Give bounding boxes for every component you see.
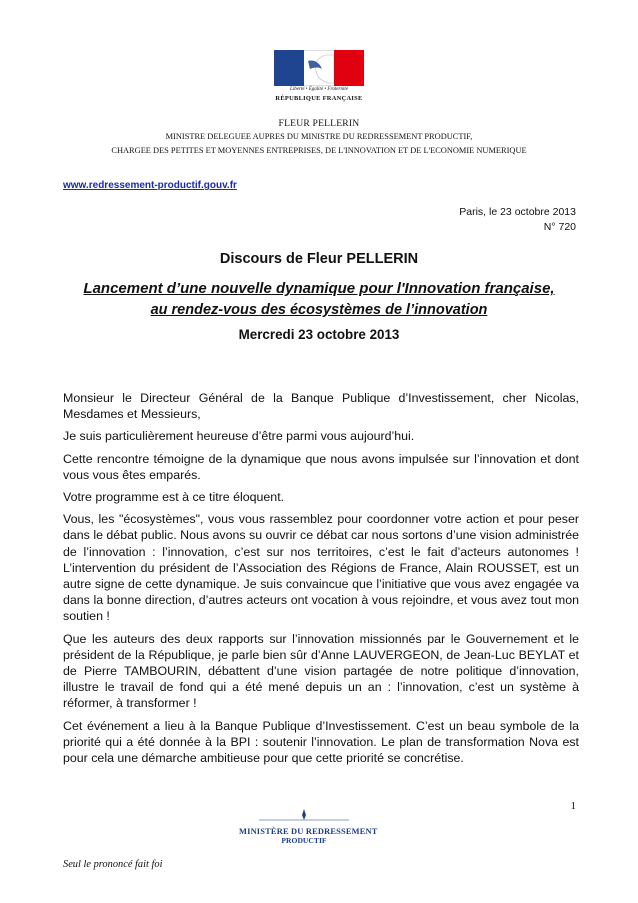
republic-motto: Liberté • Égalité • Fraternité xyxy=(290,87,348,92)
marianne-icon xyxy=(304,51,334,85)
republic-name: RÉPUBLIQUE FRANÇAISE xyxy=(275,95,363,102)
website-link[interactable]: www.redressement-productif.gouv.fr xyxy=(63,180,237,191)
place-date: Paris, le 23 octobre 2013 xyxy=(459,206,576,218)
speech-title: Discours de Fleur PELLERIN xyxy=(219,251,419,267)
portfolio-line: CHARGEE DES PETITES ET MOYENNES ENTREPRISES, DE L'INNOVATION ET DE L'ECONOMIE NUMERIQUE xyxy=(111,146,527,155)
ministry-logo xyxy=(239,808,378,850)
minister-name: FLEUR PELLERIN xyxy=(278,118,360,129)
speech-body xyxy=(63,390,579,772)
page-number: 1 xyxy=(570,800,576,812)
republique-francaise-logo xyxy=(274,50,364,108)
ministry-emblem-icon xyxy=(239,808,369,822)
footer-disclaimer: Seul le prononcé fait foi xyxy=(63,859,163,870)
flag-white-band xyxy=(304,50,334,86)
flag-blue-band xyxy=(274,50,304,86)
paragraph: Votre programme est à ce titre éloquent. xyxy=(63,490,285,505)
paragraph: Je suis particulièrement heureuse d’être parmi vous aujourd’hui. xyxy=(63,429,415,444)
event-title-line1: Lancement d’une nouvelle dynamique pour l'Innovation française, xyxy=(83,280,555,297)
event-title-line2: au rendez-vous des écosystèmes de l’innovation xyxy=(150,302,488,318)
paragraph: Que les auteurs des deux rapports sur l’innovation missionnés par le Gouvernement et le président de la République, je parle bien sûr d’Anne LAUVERGEON, de Jean-Luc BEYLAT et de Pierre TAMBOURIN, débattent d’une vision partagée de notre politique d’innovation, illustre le travail de fond qui a été mené depuis un an : l’innovation, c’est un système à réformer, à transformer ! xyxy=(63,631,579,711)
ministry-line: MINISTRE DELEGUEE AUPRES DU MINISTRE DU REDRESSEMENT PRODUCTIF, xyxy=(165,132,473,141)
paragraph: Cette rencontre témoigne de la dynamique que nous avons impulsée sur l’innovation et dont vous vous êtes emparés. xyxy=(63,451,579,482)
press-number: N° 720 xyxy=(543,221,576,233)
flag-red-band xyxy=(334,50,364,86)
ministry-logo-line2: PRODUCTIF xyxy=(281,836,327,845)
paragraph: Cet événement a lieu à la Banque Publique d’Investissement. C’est un beau symbole de la priorité qui a été donnée à la BPI : soutenir l’innovation. Le plan de transformation Nova est pour cela une démarche ambitieuse pour que cette priorité se concrétise. xyxy=(63,718,579,766)
paragraph: Vous, les "écosystèmes", vous vous rassemblez pour coordonner votre action et pour peser dans le débat public. Nous avons su ouvrir ce débat car nous sortons d’une vision administrée de l’innovation : l’innovation, c’est sur nos territoires, c’est le fait d’acteurs autonomes ! L’intervention du président de l’Association des Régions de France, Alain ROUSSET, est un autre signe de cette dynamique. Je suis convaincue que l’initiative que vous avez engagée va dans la bonne direction, d’autres acteurs ont vocation à vous rejoindre, et vous avez tout mon soutien ! xyxy=(63,512,579,624)
paragraph: Monsieur le Directeur Général de la Banque Publique d’Investissement, cher Nicolas, Mesdames et Messieurs, xyxy=(63,391,579,422)
event-date: Mercredi 23 octobre 2013 xyxy=(238,327,400,342)
ministry-logo-line1: MINISTÈRE DU REDRESSEMENT xyxy=(239,827,378,836)
